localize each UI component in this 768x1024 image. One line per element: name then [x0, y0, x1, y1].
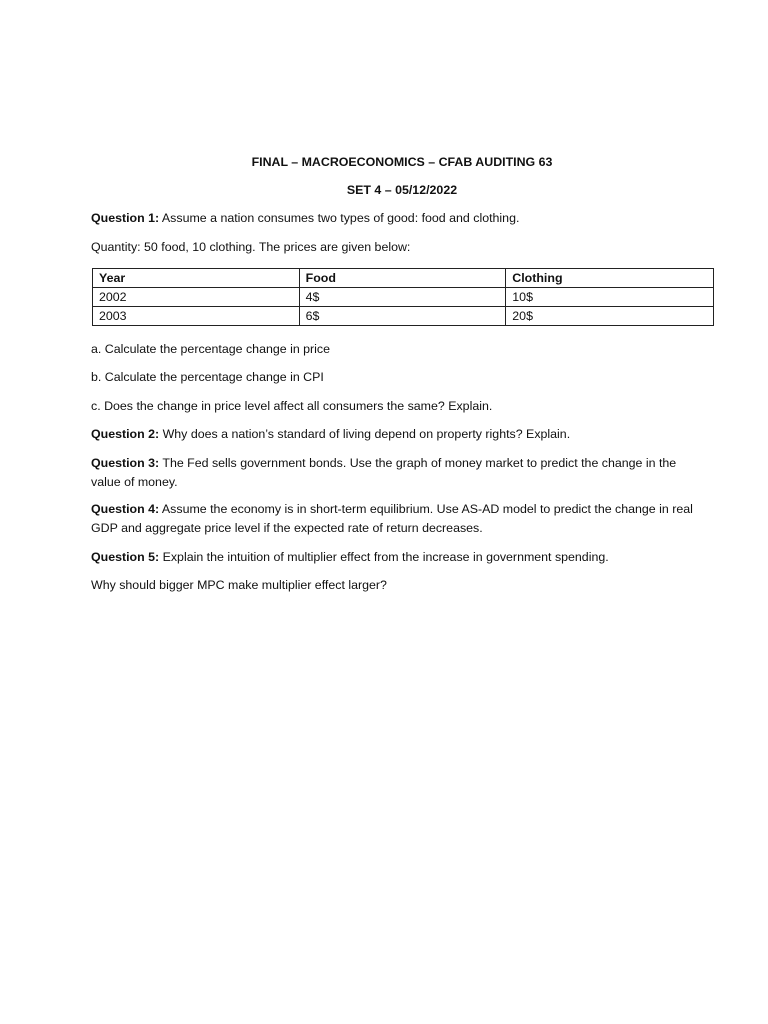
document-title: FINAL – MACROECONOMICS – CFAB AUDITING 63	[251, 155, 553, 169]
question-3	[91, 454, 706, 492]
table-row	[93, 288, 714, 307]
quantity-line: Quantity: 50 food, 10 clothing. The prices are given below:	[91, 240, 411, 254]
question-3-label: Question 3:	[91, 456, 160, 470]
table-header-row	[93, 269, 714, 288]
question-1-label: Question 1:	[91, 211, 160, 225]
question-1	[91, 209, 706, 228]
question-4	[91, 500, 706, 538]
table-cell: 2003	[93, 307, 300, 326]
question-1-text: Assume a nation consumes two types of good: food and clothing.	[159, 211, 520, 225]
question-3-text: The Fed sells government bonds. Use the graph of money market to predict the change in the value of money.	[91, 456, 677, 489]
table-cell: 10$	[506, 288, 714, 307]
question-5-text: Explain the intuition of multiplier effect from the increase in government spending.	[159, 550, 609, 564]
question-5-followup: Why should bigger MPC make multiplier effect larger?	[91, 578, 387, 592]
table-row	[93, 307, 714, 326]
question-5	[91, 548, 706, 567]
question-5-label: Question 5:	[91, 550, 160, 564]
question-2-text: Why does a nation’s standard of living depend on property rights? Explain.	[159, 427, 571, 441]
table-header-cell: Food	[299, 269, 506, 288]
table-header-cell: Year	[93, 269, 300, 288]
question-1-part-c: c. Does the change in price level affect all consumers the same? Explain.	[91, 399, 493, 413]
question-1-part-b: b. Calculate the percentage change in CPI	[91, 370, 324, 384]
question-2-label: Question 2:	[91, 427, 160, 441]
table-cell: 6$	[299, 307, 506, 326]
question-1-part-a: a. Calculate the percentage change in price	[91, 342, 331, 356]
question-2	[91, 425, 706, 444]
question-4-text: Assume the economy is in short-term equilibrium. Use AS-AD model to predict the change in real GDP and aggregate price level if the expected rate of return decreases.	[91, 502, 693, 535]
table-header-cell: Clothing	[506, 269, 714, 288]
table-cell: 2002	[93, 288, 300, 307]
price-table	[92, 268, 714, 326]
document-subtitle: SET 4 – 05/12/2022	[346, 183, 458, 197]
question-4-label: Question 4:	[91, 502, 160, 516]
table-cell: 4$	[299, 288, 506, 307]
table-cell: 20$	[506, 307, 714, 326]
